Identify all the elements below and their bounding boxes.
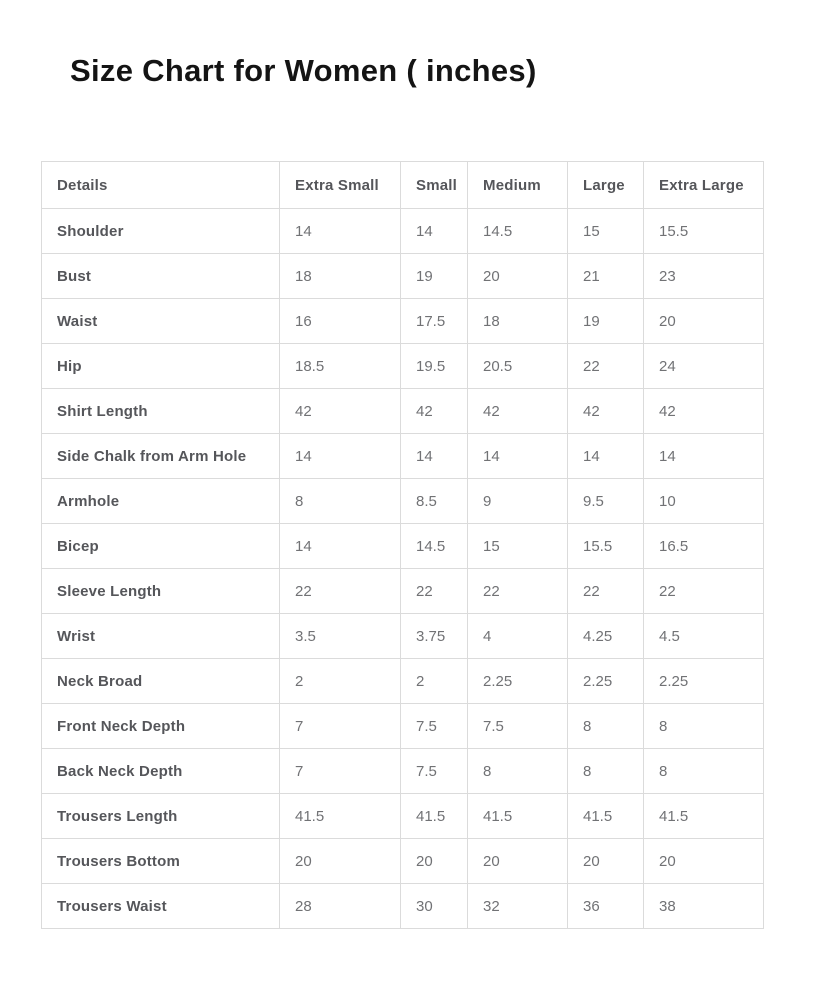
cell-value: 15.5: [568, 524, 644, 569]
cell-value: 8: [568, 704, 644, 749]
cell-value: 32: [468, 884, 568, 929]
table-row-shoulder: [42, 209, 764, 254]
cell-value: 19: [401, 254, 468, 299]
cell-value: 15: [468, 524, 568, 569]
cell-value: 22: [568, 344, 644, 389]
cell-value: 16: [280, 299, 401, 344]
table-row-bicep: [42, 524, 764, 569]
table-row-waist: [42, 299, 764, 344]
row-label: Sleeve Length: [42, 569, 280, 614]
row-label: Trousers Bottom: [42, 839, 280, 884]
cell-value: 22: [401, 569, 468, 614]
row-label: Wrist: [42, 614, 280, 659]
cell-value: 20: [644, 299, 764, 344]
cell-value: 22: [644, 569, 764, 614]
cell-value: 18.5: [280, 344, 401, 389]
table-row-trousers-length: [42, 794, 764, 839]
column-header-large: Large: [568, 162, 644, 209]
cell-value: 8: [468, 749, 568, 794]
cell-value: 2.25: [568, 659, 644, 704]
row-label: Armhole: [42, 479, 280, 524]
table-row-armhole: [42, 479, 764, 524]
cell-value: 7.5: [401, 704, 468, 749]
cell-value: 15.5: [644, 209, 764, 254]
row-label: Shirt Length: [42, 389, 280, 434]
row-label: Waist: [42, 299, 280, 344]
row-label: Back Neck Depth: [42, 749, 280, 794]
cell-value: 2.25: [644, 659, 764, 704]
cell-value: 42: [644, 389, 764, 434]
page-title: Size Chart for Women ( inches): [70, 53, 537, 88]
cell-value: 14: [401, 434, 468, 479]
cell-value: 20: [401, 839, 468, 884]
cell-value: 24: [644, 344, 764, 389]
cell-value: 14: [401, 209, 468, 254]
header-row: [42, 162, 764, 209]
cell-value: 18: [468, 299, 568, 344]
table-row-back-neck-depth: [42, 749, 764, 794]
row-label: Neck Broad: [42, 659, 280, 704]
row-label: Front Neck Depth: [42, 704, 280, 749]
cell-value: 22: [280, 569, 401, 614]
cell-value: 14: [468, 434, 568, 479]
cell-value: 17.5: [401, 299, 468, 344]
cell-value: 14: [568, 434, 644, 479]
cell-value: 8.5: [401, 479, 468, 524]
column-header-extra-small: Extra Small: [280, 162, 401, 209]
size-chart-table: [41, 161, 764, 929]
table-row-sleeve-length: [42, 569, 764, 614]
cell-value: 42: [568, 389, 644, 434]
cell-value: 8: [644, 749, 764, 794]
cell-value: 10: [644, 479, 764, 524]
table-row-trousers-waist: [42, 884, 764, 929]
row-label: Trousers Length: [42, 794, 280, 839]
column-header-details: Details: [42, 162, 280, 209]
cell-value: 36: [568, 884, 644, 929]
cell-value: 7.5: [401, 749, 468, 794]
column-header-medium: Medium: [468, 162, 568, 209]
table-row-side-chalk: [42, 434, 764, 479]
cell-value: 41.5: [644, 794, 764, 839]
cell-value: 42: [468, 389, 568, 434]
table-row-bust: [42, 254, 764, 299]
cell-value: 7: [280, 704, 401, 749]
cell-value: 30: [401, 884, 468, 929]
cell-value: 7.5: [468, 704, 568, 749]
row-label: Side Chalk from Arm Hole: [42, 434, 280, 479]
table-row-front-neck-depth: [42, 704, 764, 749]
cell-value: 3.5: [280, 614, 401, 659]
table-row-wrist: [42, 614, 764, 659]
cell-value: 20: [568, 839, 644, 884]
cell-value: 2: [280, 659, 401, 704]
cell-value: 20: [280, 839, 401, 884]
cell-value: 14.5: [468, 209, 568, 254]
cell-value: 14.5: [401, 524, 468, 569]
cell-value: 22: [468, 569, 568, 614]
cell-value: 3.75: [401, 614, 468, 659]
cell-value: 16.5: [644, 524, 764, 569]
column-header-small: Small: [401, 162, 468, 209]
cell-value: 7: [280, 749, 401, 794]
cell-value: 2.25: [468, 659, 568, 704]
cell-value: 15: [568, 209, 644, 254]
table-row-trousers-bottom: [42, 839, 764, 884]
table-row-shirt-length: [42, 389, 764, 434]
cell-value: 14: [280, 209, 401, 254]
row-label: Hip: [42, 344, 280, 389]
cell-value: 41.5: [468, 794, 568, 839]
cell-value: 18: [280, 254, 401, 299]
cell-value: 23: [644, 254, 764, 299]
cell-value: 8: [568, 749, 644, 794]
cell-value: 28: [280, 884, 401, 929]
cell-value: 9: [468, 479, 568, 524]
row-label: Shoulder: [42, 209, 280, 254]
cell-value: 8: [644, 704, 764, 749]
cell-value: 38: [644, 884, 764, 929]
cell-value: 20: [468, 839, 568, 884]
cell-value: 19: [568, 299, 644, 344]
cell-value: 41.5: [280, 794, 401, 839]
cell-value: 4.25: [568, 614, 644, 659]
cell-value: 4.5: [644, 614, 764, 659]
cell-value: 14: [280, 524, 401, 569]
cell-value: 8: [280, 479, 401, 524]
row-label: Bicep: [42, 524, 280, 569]
cell-value: 42: [401, 389, 468, 434]
cell-value: 2: [401, 659, 468, 704]
cell-value: 20.5: [468, 344, 568, 389]
cell-value: 41.5: [568, 794, 644, 839]
table-row-hip: [42, 344, 764, 389]
cell-value: 42: [280, 389, 401, 434]
cell-value: 22: [568, 569, 644, 614]
cell-value: 4: [468, 614, 568, 659]
column-header-extra-large: Extra Large: [644, 162, 764, 209]
cell-value: 9.5: [568, 479, 644, 524]
cell-value: 20: [644, 839, 764, 884]
cell-value: 19.5: [401, 344, 468, 389]
cell-value: 20: [468, 254, 568, 299]
cell-value: 14: [280, 434, 401, 479]
row-label: Bust: [42, 254, 280, 299]
cell-value: 41.5: [401, 794, 468, 839]
cell-value: 14: [644, 434, 764, 479]
cell-value: 21: [568, 254, 644, 299]
table-row-neck-broad: [42, 659, 764, 704]
row-label: Trousers Waist: [42, 884, 280, 929]
